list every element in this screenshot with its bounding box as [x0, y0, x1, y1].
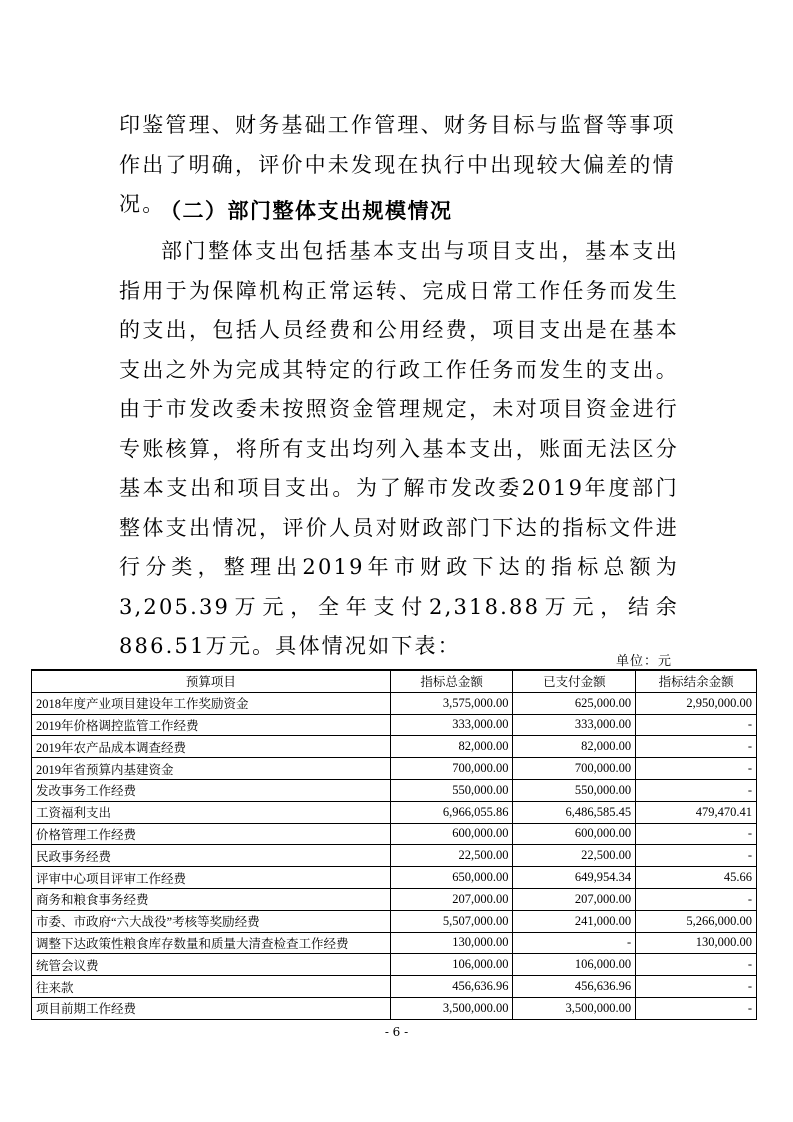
cell-budget-item: 2019年省预算内基建资金 [32, 758, 391, 780]
cell-budget-item: 市委、市政府“六大战役”考核等奖励经费 [32, 910, 391, 932]
cell-budget-item: 商务和粮食事务经费 [32, 888, 391, 910]
table-row [32, 954, 757, 976]
cell-total-amount: 650,000.00 [390, 867, 513, 889]
cell-paid-amount: 6,486,585.45 [513, 801, 636, 823]
table-header-row [32, 670, 757, 692]
table-row [32, 823, 757, 845]
cell-balance-amount: - [636, 997, 757, 1019]
cell-balance-amount: - [636, 736, 757, 758]
table-row [32, 932, 757, 954]
cell-balance-amount: 45.66 [636, 867, 757, 889]
cell-budget-item: 2019年农产品成本调查经费 [32, 736, 391, 758]
table-row [32, 997, 757, 1019]
cell-paid-amount: 3,500,000.00 [513, 997, 636, 1019]
table-row [32, 758, 757, 780]
cell-budget-item: 调整下达政策性粮食库存数量和质量大清查检查工作经费 [32, 932, 391, 954]
cell-total-amount: 550,000.00 [390, 779, 513, 801]
cell-budget-item: 2018年度产业项目建设年工作奖励资金 [32, 692, 391, 714]
cell-total-amount: 5,507,000.00 [390, 910, 513, 932]
cell-paid-amount: 22,500.00 [513, 845, 636, 867]
table-row [32, 910, 757, 932]
cell-budget-item: 价格管理工作经费 [32, 823, 391, 845]
table-row [32, 736, 757, 758]
cell-paid-amount: 333,000.00 [513, 714, 636, 736]
cell-budget-item: 往来款 [32, 976, 391, 998]
header-budget-item: 预算项目 [32, 670, 391, 692]
cell-balance-amount: - [636, 976, 757, 998]
page-number: - 6 - [384, 1025, 409, 1039]
table-row [32, 867, 757, 889]
cell-paid-amount: 82,000.00 [513, 736, 636, 758]
cell-balance-amount: - [636, 888, 757, 910]
table-row [32, 692, 757, 714]
table-row [32, 976, 757, 998]
cell-budget-item: 2019年价格调控监管工作经费 [32, 714, 391, 736]
table-row [32, 779, 757, 801]
header-total-amount: 指标总金额 [390, 670, 513, 692]
cell-total-amount: 700,000.00 [390, 758, 513, 780]
cell-budget-item: 评审中心项目评审工作经费 [32, 867, 391, 889]
cell-total-amount: 6,966,055.86 [390, 801, 513, 823]
cell-balance-amount: - [636, 823, 757, 845]
cell-paid-amount: 456,636.96 [513, 976, 636, 998]
cell-budget-item: 民政事务经费 [32, 845, 391, 867]
cell-balance-amount: - [636, 714, 757, 736]
cell-budget-item: 统管会议费 [32, 954, 391, 976]
table-row [32, 845, 757, 867]
unit-label: 单位：元 [616, 654, 673, 669]
cell-paid-amount: 241,000.00 [513, 910, 636, 932]
cell-paid-amount: - [513, 932, 636, 954]
cell-paid-amount: 649,954.34 [513, 867, 636, 889]
cell-balance-amount: 2,950,000.00 [636, 692, 757, 714]
header-paid-amount: 已支付金额 [513, 670, 636, 692]
cell-balance-amount: - [636, 758, 757, 780]
cell-total-amount: 600,000.00 [390, 823, 513, 845]
cell-total-amount: 333,000.00 [390, 714, 513, 736]
cell-balance-amount: - [636, 954, 757, 976]
cell-total-amount: 130,000.00 [390, 932, 513, 954]
cell-paid-amount: 207,000.00 [513, 888, 636, 910]
cell-balance-amount: 130,000.00 [636, 932, 757, 954]
cell-total-amount: 3,575,000.00 [390, 692, 513, 714]
cell-paid-amount: 550,000.00 [513, 779, 636, 801]
cell-budget-item: 发改事务工作经费 [32, 779, 391, 801]
cell-total-amount: 22,500.00 [390, 845, 513, 867]
cell-budget-item: 项目前期工作经费 [32, 997, 391, 1019]
table-row [32, 714, 757, 736]
cell-total-amount: 82,000.00 [390, 736, 513, 758]
body-paragraph-2: 部门整体支出包括基本支出与项目支出，基本支出指用于为保障机构正常运转、完成日常工作任务而发生的支出，包括人员经费和公用经费，项目支出是在基本支出之外为完成其特定的行政工作任务而发生的支出。由于市发改委未按照资金管理规定，未对项目资金进行专账核算，将所有支出均列入基本支出，账面无法区分基本支出和项目支出。为了解市发改委2019年度部门整体支出情况，评价人员对财政部门下达的指标文件进行分类，整理出2019年市财政下达的指标总额为3,205.39万元，全年支付2,318.88万元，结余886.51万元。具体情况如下表： [119, 239, 679, 658]
cell-balance-amount: - [636, 779, 757, 801]
cell-balance-amount: 5,266,000.00 [636, 910, 757, 932]
section-heading: （二）部门整体支出规模情况 [160, 199, 453, 223]
cell-balance-amount: - [636, 845, 757, 867]
table-row [32, 801, 757, 823]
body-paragraph-1: 印鉴管理、财务基础工作管理、财务目标与监督等事项作出了明确，评价中未发现在执行中出现较大偏差的情况。 [119, 113, 676, 216]
cell-paid-amount: 625,000.00 [513, 692, 636, 714]
cell-total-amount: 456,636.96 [390, 976, 513, 998]
cell-balance-amount: 479,470.41 [636, 801, 757, 823]
header-balance-amount: 指标结余金额 [636, 670, 757, 692]
cell-paid-amount: 700,000.00 [513, 758, 636, 780]
cell-paid-amount: 106,000.00 [513, 954, 636, 976]
cell-total-amount: 106,000.00 [390, 954, 513, 976]
table-row [32, 888, 757, 910]
cell-paid-amount: 600,000.00 [513, 823, 636, 845]
cell-budget-item: 工资福利支出 [32, 801, 391, 823]
budget-table [31, 669, 757, 1020]
cell-total-amount: 207,000.00 [390, 888, 513, 910]
cell-total-amount: 3,500,000.00 [390, 997, 513, 1019]
